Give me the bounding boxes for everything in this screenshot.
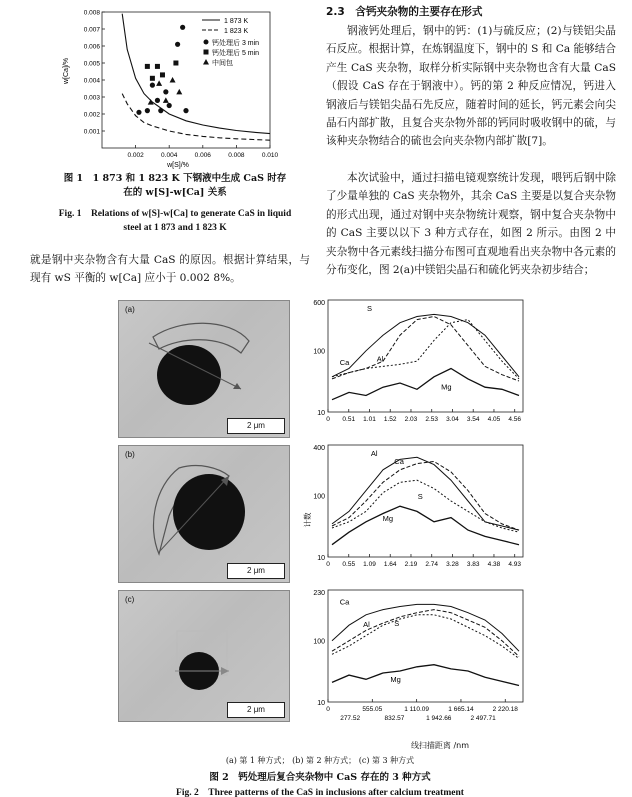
scan-xtick-label: 0.55 <box>342 561 356 568</box>
panel-c-label: (c) <box>125 595 135 604</box>
scan-xtick-label: 2.74 <box>425 561 439 568</box>
scan-ytick-label: 100 <box>313 638 325 646</box>
scan-ytick-label: 10 <box>317 555 325 562</box>
left-paragraph: 就是钢中夹杂物含有大量 CaS 的原因。根据计算结果，与现有 wS 平衡的 w[Ca] 应小于 0.002 8%。 <box>30 254 310 285</box>
fig1-point-circle <box>136 110 141 115</box>
scan-xtick-label: 0 <box>326 706 330 713</box>
fig1-point-circle <box>155 98 160 103</box>
scan-xtick-label: 3.83 <box>466 561 480 568</box>
panel-b-label: (b) <box>125 450 135 459</box>
fig1-point-triangle <box>170 77 176 83</box>
scan-series-label: Ca <box>394 457 404 467</box>
scan-trace <box>332 317 519 382</box>
scan-xtick-label-bottom: 2 497.71 <box>470 715 496 722</box>
scan-series-label: S <box>417 491 423 501</box>
scan-xtick-label-bottom: 832.57 <box>384 715 405 722</box>
panel-a-label: (a) <box>125 305 135 314</box>
scan-xtick-label: 2.19 <box>404 561 418 568</box>
fig1-ylabel: w[Ca]/% <box>63 57 70 84</box>
scan-series-label: Al <box>376 354 384 364</box>
fig1-point-square <box>155 64 160 69</box>
fig1-point-circle <box>180 25 185 30</box>
fig2-ylabel: 计数 <box>303 512 312 528</box>
fig1-chart <box>60 4 280 172</box>
scan-trace <box>332 480 519 532</box>
section-heading: 2.3 含钙夹杂物的主要存在形式 <box>326 6 483 18</box>
scan-series-label: Ca <box>339 357 350 367</box>
fig1-legend <box>202 18 259 67</box>
scan-xtick-label: 1 110.09 <box>404 706 430 713</box>
fig1-xtick-label: 0.006 <box>194 152 211 159</box>
section-para2: 本次试验中，通过扫描电镜观察统计发现，喂钙后钢中除了少量单独的 CaS 夹杂物外，其余 CaS 主要是以复合夹杂物的形式出现，通过对钢中夹杂物统计观察，钢中复合夹杂物中的 CaS 主要以以下 3 种方式存在，如图 2 所示。由图 2 中夹杂物中各元素线扫描分布图可直观地看出夹杂物中各元素的分布变化，图 2(a)中镁铝尖晶石和硫化钙夹杂初步结合； <box>326 172 616 277</box>
scan-xtick-label: 1.52 <box>383 416 397 423</box>
fig1-ytick-label: 0.007 <box>83 26 100 34</box>
scan-xtick-label: 4.56 <box>508 416 522 423</box>
scan-ytick-label: 10 <box>317 700 325 707</box>
fig2-linescans <box>300 290 530 740</box>
scan-xtick-label: 0 <box>326 416 330 423</box>
scan-frame <box>328 590 523 702</box>
fig1-point-triangle <box>156 80 162 86</box>
fig1-point-square <box>145 64 150 69</box>
scan-xtick-label-bottom: 277.52 <box>340 715 361 722</box>
scan-series-label: S <box>394 618 400 628</box>
inclusion-a <box>119 301 289 437</box>
fig1-point-square <box>150 76 155 81</box>
micrograph-a <box>118 300 290 438</box>
scan-ytick-label: 600 <box>313 300 325 307</box>
fig1-caption-en: Fig. 1 Relations of w[S]-w[Ca] to generate CaS in liquid steel at 1 873 and 1 823 K <box>58 209 292 233</box>
scale-bar-c: 2 μm <box>227 702 285 718</box>
fig1-ytick-label: 0.004 <box>83 77 100 85</box>
fig1-point-square <box>160 72 165 77</box>
scale-bar-b: 2 μm <box>227 563 285 579</box>
scan-xtick-label: 3.04 <box>446 416 459 423</box>
scan-trace <box>332 610 519 657</box>
scan-xtick-label: 3.28 <box>446 561 459 568</box>
scan-xtick-label: 2.53 <box>425 416 439 423</box>
scan-xtick-label-bottom: 1 942.66 <box>426 715 452 722</box>
fig1-curve-1 <box>122 94 270 141</box>
legend-5min: 钙处理后 5 min <box>212 50 260 57</box>
fig1-ytick-label: 0.003 <box>83 94 100 102</box>
scan-xtick-label: 4.38 <box>487 561 501 568</box>
scan-xtick-label: 1 665.14 <box>448 706 474 713</box>
scan-xtick-label: 4.05 <box>487 416 501 423</box>
fig1-point-circle <box>145 108 150 113</box>
scan-ytick-label: 10 <box>317 410 325 417</box>
scan-xtick-label: 4.93 <box>508 561 522 568</box>
scan-xtick-label: 1.64 <box>383 561 397 568</box>
scan-xtick-label: 2 220.18 <box>492 706 518 713</box>
scan-trace <box>332 320 519 379</box>
scan-xtick-label: 555.05 <box>362 706 383 713</box>
scan-ytick-label: 230 <box>313 590 325 597</box>
scan-series-label: Ca <box>339 597 350 607</box>
scan-ytick-label: 100 <box>313 493 325 501</box>
fig2-caption-en: Fig. 2 Three patterns of the CaS in inclusions after calcium treatment <box>176 788 464 797</box>
legend-1823: 1 823 K <box>224 28 249 35</box>
fig1-ytick-label: 0.005 <box>83 60 100 68</box>
fig1-point-circle <box>183 108 188 113</box>
micrograph-c <box>118 590 290 722</box>
fig1-ytick-label: 0.001 <box>83 128 100 136</box>
scan-series-label: Al <box>363 619 370 629</box>
scan-series-label: S <box>367 304 373 314</box>
scan-trace <box>332 665 519 686</box>
scan-xtick-label: 2.03 <box>404 416 418 423</box>
fig1-point-circle <box>175 42 180 47</box>
scan-trace <box>332 462 519 531</box>
inclusion-b <box>119 446 289 582</box>
fig2-caption-cn: 图 2 钙处理后复合夹杂物中 CaS 存在的 3 种方式 <box>209 772 431 783</box>
scan-frame <box>328 300 523 412</box>
scan-xtick-label: 0.51 <box>342 416 356 423</box>
scan-trace <box>332 369 519 400</box>
scan-trace <box>332 615 519 659</box>
fig1-xtick-label: 0.010 <box>261 152 279 159</box>
legend-1873: 1 873 K <box>224 18 249 25</box>
fig1-point-circle <box>163 89 168 94</box>
scan-trace <box>332 457 519 530</box>
fig1-ytick-label: 0.006 <box>83 43 100 51</box>
scan-ytick-label: 400 <box>313 445 325 452</box>
micrograph-b <box>118 445 290 583</box>
fig1-point-triangle <box>176 89 182 95</box>
fig1-xtick-label: 0.008 <box>228 152 245 159</box>
legend-3min: 钙处理后 3 min <box>212 40 260 47</box>
fig1-point-square <box>173 61 178 66</box>
scan-series-label: Mg <box>382 514 394 524</box>
scan-xtick-label: 3.54 <box>466 416 480 423</box>
scan-ytick-label: 100 <box>313 348 325 356</box>
scan-xtick-label: 1.09 <box>363 561 376 568</box>
scan-trace <box>332 314 519 376</box>
section-para1: 钢液钙处理后，钢中的钙：(1)与硫反应；(2)与镁铝尖晶石反应。根据计算，在炼钢温度下，钢中的 S 和 Ca 能够结合产生 CaS 夹杂物，取样分析实际钢中夹杂物也含有大量 CaS（假设 CaS 存在于钢液中）。钙的第 2 种反应情况，钙进入钢液后与镁铝尖晶石先反应，随着时间的延长，钙元素会向尖晶石内部扩散，且复合夹杂物外部的钙同时吸收钢中的硫，与该种夹杂物结合的硫也会向夹杂物内部扩散[7]。 <box>326 25 616 148</box>
fig1-point-circle <box>150 83 155 88</box>
fig1-ytick-label: 0.002 <box>83 111 100 119</box>
scan-xtick-label: 1.01 <box>363 416 376 423</box>
fig1-xlabel: w[S]/% <box>167 162 189 169</box>
scale-bar-a: 2 μm <box>227 418 285 434</box>
fig1-caption-cn: 图 1 1 873 和 1 823 K 下钢液中生成 CaS 时存在的 w[S]-w[Ca] 关系 <box>63 173 287 198</box>
scan-series-label: Mg <box>390 674 401 684</box>
legend-tundish: 中间包 <box>212 60 233 67</box>
fig1-point-triangle <box>163 97 169 103</box>
fig1-xtick-label: 0.002 <box>127 152 144 159</box>
scan-trace <box>332 506 519 545</box>
fig2-xlabel: 线扫描距离 /nm <box>410 741 470 750</box>
fig1-xtick-label: 0.004 <box>161 152 178 159</box>
scan-xtick-label: 0 <box>326 561 330 568</box>
fig2-subcaption: (a) 第 1 种方式； (b) 第 2 种方式； (c) 第 3 种方式 <box>225 756 415 765</box>
scan-series-label: Al <box>370 449 378 459</box>
fig1-ytick-label: 0.008 <box>83 9 100 17</box>
fig1-point-circle <box>167 103 172 108</box>
scan-series-label: Mg <box>441 382 452 392</box>
fig1-point-circle <box>158 108 163 113</box>
